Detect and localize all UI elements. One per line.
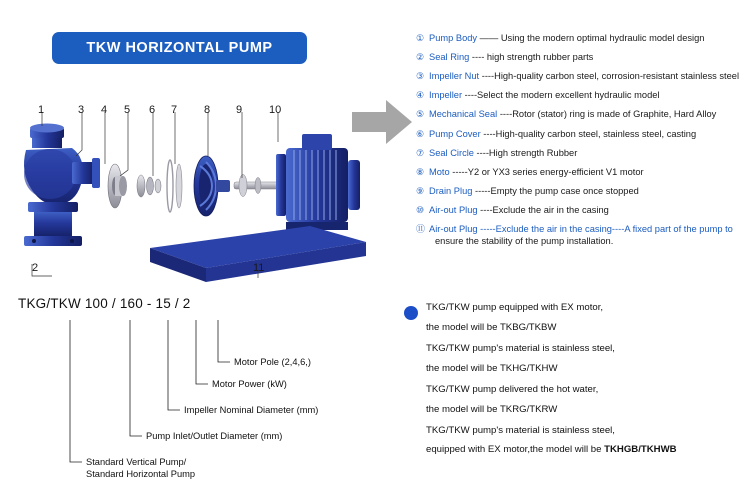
feature-number: ④ [416, 90, 425, 101]
callout-1: 1 [38, 104, 45, 116]
seal-circle-part [167, 160, 182, 212]
note-line-8-model: TKHGB/TKHWB [604, 443, 677, 455]
feature-desc: ----High-quality carbon steel, corrosion-resistant stainless steel [481, 71, 740, 82]
label-standard-vertical-pump: Standard Vertical Pump/ [86, 457, 187, 467]
motor-part [276, 134, 360, 230]
callout-5: 5 [124, 104, 131, 116]
feature-number: ⑩ [416, 204, 425, 215]
feature-number: ① [416, 33, 425, 43]
feature-desc: ----High strength Rubber [476, 147, 578, 158]
label-inlet-outlet-diameter: Pump Inlet/Outlet Diameter (mm) [146, 431, 283, 441]
feature-name: Seal Circle [429, 147, 474, 158]
feature-text [429, 109, 716, 121]
feature-item-6 [416, 129, 752, 141]
note-line-5: TKG/TKW pump delivered the hot water, [426, 383, 599, 395]
feature-name: Drain Plug [429, 185, 473, 196]
feature-name: Mechanical Seal [429, 109, 498, 120]
feature-desc: ----High-quality carbon steel, stainless steel, casting [483, 128, 697, 139]
seal-ring-part [108, 164, 127, 208]
feature-name: Pump Body [429, 33, 478, 43]
callout-7: 7 [171, 104, 178, 116]
model-leader-lines [18, 296, 368, 496]
feature-number: ⑦ [416, 147, 425, 158]
note-line-8-prefix: equipped with EX motor,the model will be [426, 443, 605, 455]
feature-item-5 [416, 109, 752, 121]
feature-desc: ----Rotor (stator) ring is made of Graphite, Hard Alloy [499, 109, 717, 120]
feature-list [416, 33, 752, 255]
impeller-part [194, 156, 230, 216]
impeller-nut-part [137, 175, 161, 197]
label-motor-pole: Motor Pole (2,4,6,) [234, 357, 311, 367]
feature-name: Moto [429, 166, 450, 177]
feature-number: ⑤ [416, 109, 425, 120]
feature-desc: —— Using the modern optimal hydraulic model design [479, 33, 705, 43]
feature-text [429, 167, 644, 179]
model-code-block [18, 296, 368, 496]
feature-number: ② [416, 52, 425, 63]
feature-number: ⑥ [416, 128, 425, 139]
feature-name: Seal Ring [429, 52, 470, 63]
feature-number: ⑪ [416, 224, 426, 235]
feature-text [429, 205, 609, 217]
bullet-dot-icon [404, 306, 418, 320]
feature-text [429, 52, 593, 64]
feature-item-2 [416, 52, 752, 64]
feature-desc-continued: ensure the stability of the pump installation. [435, 235, 614, 246]
feature-text [429, 71, 739, 83]
feature-text [429, 224, 733, 247]
callout-11: 11 [253, 262, 265, 274]
feature-item-7 [416, 148, 752, 160]
feature-item-8 [416, 167, 752, 179]
feature-name: Pump Cover [429, 128, 481, 139]
callout-9: 9 [236, 104, 243, 116]
exploded-pump-drawing [10, 90, 370, 290]
callout-3: 3 [78, 104, 85, 116]
label-motor-power: Motor Power (kW) [212, 379, 287, 389]
feature-item-9 [416, 186, 752, 198]
model-code-text: TKG/TKW 100 / 160 - 15 / 2 [18, 296, 191, 311]
callout-6: 6 [149, 104, 156, 116]
page-title: TKW HORIZONTAL PUMP [86, 40, 273, 56]
note-line-7: TKG/TKW pump's material is stainless steel, [426, 424, 615, 436]
note-line-4: the model will be TKHG/TKHW [426, 363, 558, 375]
feature-text [429, 186, 639, 198]
feature-item-1 [416, 33, 752, 45]
feature-text [429, 129, 696, 141]
feature-desc: ----Exclude the air in the casing [480, 204, 609, 215]
feature-desc: ---- high strength rubber parts [471, 52, 594, 63]
feature-number: ⑨ [416, 185, 425, 196]
note-line-2: the model will be TKBG/TKBW [426, 322, 557, 334]
note-line-1: TKG/TKW pump equipped with EX motor, [426, 302, 604, 313]
feature-item-11 [416, 224, 752, 247]
feature-item-3 [416, 71, 752, 83]
pump-body-part [24, 124, 100, 247]
feature-item-4 [416, 90, 752, 102]
note-line-8 [426, 444, 750, 456]
feature-desc: -----Exclude the air in the casing----A fixed part of the pump to [480, 224, 733, 235]
page-title-banner [52, 32, 307, 64]
feature-name: Impeller [429, 90, 463, 101]
model-variant-notes [400, 302, 750, 464]
feature-number: ⑧ [416, 166, 425, 177]
feature-text [429, 90, 659, 102]
feature-name: Impeller Nut [429, 71, 480, 82]
feature-text [429, 33, 704, 45]
note-line-3: TKG/TKW pump's material is stainless steel, [426, 342, 615, 354]
feature-desc: -----Empty the pump case once stopped [475, 185, 639, 196]
feature-text [429, 148, 577, 160]
callout-2: 2 [32, 262, 39, 274]
feature-desc: -----Y2 or YX3 series energy-efficient V1 motor [452, 166, 644, 177]
feature-desc: ----Select the modern excellent hydraulic model [464, 90, 660, 101]
callout-10: 10 [269, 104, 282, 116]
feature-number: ③ [416, 71, 425, 82]
label-standard-horizontal-pump: Standard Horizontal Pump [86, 469, 196, 479]
shaft-part [234, 175, 280, 197]
feature-name: Air-out Plug [429, 224, 478, 235]
feature-name: Air-out Plug [429, 204, 478, 215]
callout-4: 4 [101, 104, 108, 116]
feature-item-10 [416, 205, 752, 217]
note-line-6: the model will be TKRG/TKRW [426, 404, 558, 416]
callout-8: 8 [204, 104, 211, 116]
label-impeller-diameter: Impeller Nominal Diameter (mm) [184, 405, 319, 415]
